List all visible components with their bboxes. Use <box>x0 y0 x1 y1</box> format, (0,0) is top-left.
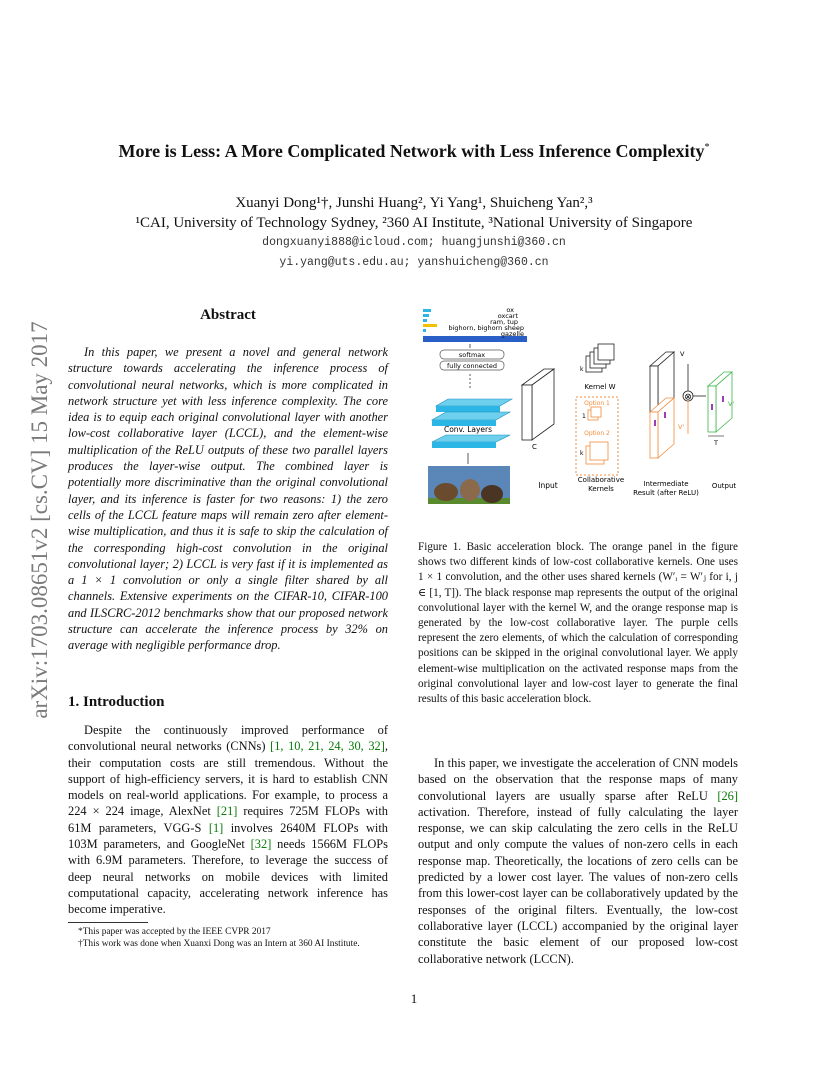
class-bar <box>423 319 427 322</box>
abstract-heading: Abstract <box>200 307 256 323</box>
affiliations-line: ¹CAI, University of Technology Sydney, ²360 AI Institute, ³National University of Singapore <box>135 215 693 231</box>
page-number: 1 <box>410 991 418 1006</box>
class-label: ram, tup <box>490 318 518 326</box>
class-label: bighorn, bighorn sheep <box>448 324 524 332</box>
figure-1 <box>418 304 738 504</box>
kernel-w-label: Kernel W <box>584 383 616 391</box>
shared-k-label: k <box>580 450 584 457</box>
class-bar <box>423 314 429 317</box>
introduction-paragraph: Despite the continuously improved performance of convolutional neural networks (CNNs) [1, 10, 21, 24, 30, 32], their computation costs are still tremendous. Without the support of high-efficiency servers, it is hard to establish CNN models on real-world applications. For example, to process a 224 × 224 image, AlexNet [21] requires 725M FLOPs with 61M parameters, VGG-S [1] involves 2640M FLOPs with 103M parameters, and GoogleNet [32] needs 1566M FLOPs with 6.9M parameters. Therefore, to leverage the success of deep neural networks on mobile devices with limited computational capacity, accelerating network inference has become imperative. <box>68 723 388 917</box>
output-label: Output <box>711 482 737 490</box>
footnote-2: †This work was done when Xuanxi Dong was an Intern at 360 AI Institute. <box>78 939 360 949</box>
section-heading-introduction: 1. Introduction <box>68 694 165 710</box>
class-bar <box>423 329 426 332</box>
citation-link[interactable]: [1, 10, 21, 24, 30, 32] <box>270 739 385 754</box>
t-label: T <box>714 439 718 447</box>
footnotes <box>68 926 388 950</box>
input-channels-label: C <box>532 443 537 451</box>
intermediate-label: Result (after ReLU) <box>633 489 699 497</box>
class-bar <box>423 309 431 312</box>
class-bar <box>423 324 437 327</box>
acceleration-block-diagram <box>418 304 738 504</box>
collaborative-kernels-label: Collaborative <box>577 476 625 484</box>
footnote-rule <box>68 922 148 923</box>
arxiv-stamp: arXiv:1703.08651v2 [cs.CV] 15 May 2017 <box>27 321 52 719</box>
option-2-label: Option 2 <box>584 430 610 437</box>
output-v-prime-label: V' <box>728 400 735 408</box>
citation-link[interactable]: [21] <box>216 804 238 819</box>
figure-1-caption: Figure 1. Basic acceleration block. The orange panel in the figure shows two different kinds of low-cost collaborative kernels. One uses 1 × 1 convolution, and the other uses shared kernels (W′ᵢ = W′ⱼ for i, j ∈ [1, T]). The black response map represents the output of the original convolutional layer with the kernel W, and the orange response map is generated by the low-cost collaborative layer. The purple cells represent the zero elements, of which the calculation of corresponding positions can be skipped in the original convolutional layer. We apply element-wise multiplication on the activated response maps from the original convolutional layer and low-cost layer to generate the final results of this basic acceleration block. <box>418 541 738 706</box>
footnote-1: *This paper was accepted by the IEEE CVPR 2017 <box>78 927 271 937</box>
authors-line: Xuanyi Dong¹†, Junshi Huang², Yi Yang¹, Shuicheng Yan²,³ <box>235 195 593 211</box>
multiply-symbol-glyph: ⊗ <box>684 392 692 403</box>
citation-link[interactable]: [26] <box>717 788 738 803</box>
kernel-k-label: k <box>580 366 584 373</box>
citation-link[interactable]: [1] <box>208 820 224 835</box>
class-label: ox <box>506 306 514 314</box>
option-1-label: Option 1 <box>584 400 610 407</box>
fully-connected-label: fully connected <box>447 362 497 370</box>
conv-layers-label: Conv. Layers <box>443 425 493 434</box>
class-label: gazelle <box>500 330 524 338</box>
citation-link[interactable]: [32] <box>250 837 272 852</box>
email-line-1: dongxuanyi888@icloud.com; huangjunshi@360.cn <box>262 236 566 249</box>
paper-title: More is Less: A More Complicated Network with Less Inference Complexity* <box>118 141 710 161</box>
one-by-one-label: 1 <box>582 413 586 420</box>
softmax-label: softmax <box>458 351 486 359</box>
input-label: Input <box>538 481 558 490</box>
email-line-2: yi.yang@uts.edu.au; yanshuicheng@360.cn <box>279 256 549 269</box>
author-block <box>0 193 828 233</box>
abstract-body: In this paper, we present a novel and general network structure towards accelerating the inference process of convolutional neural networks, which is more complicated in network structure yet with less inference complexity. The core idea is to equip each original convolutional layer with another low-cost collaborative layer (LCCL), and the element-wise multiplication of the ReLU outputs of these two parallel layers produces the layer-wise output. The combined layer is potentially more discriminative than the original convolutional layer, and its inference is faster for two reasons: 1) the zero cells of the LCCL feature maps will remain zero after element-wise multiplication, and thus it is safe to skip the calculation of the corresponding high-cost convolution in the original convolutional layer; 2) LCCL is very fast if it is implemented as a 1 × 1 convolution or only a single filter shared by all channels. Extensive experiments on the CIFAR-10, CIFAR-100 and ILSCRC-2012 benchmarks show that our proposed network structure can accelerate the inference process by 32% on average with negligible performance drop. <box>68 345 388 653</box>
collaborative-kernels-label: Kernels <box>588 485 614 493</box>
right-column-paragraph: In this paper, we investigate the acceleration of CNN models based on the observation that the response maps of many convolutional layers are usually sparse after ReLU [26] activation. Therefore, instead of fully calculating the layer response, we can skip calculating the zero cells in the ReLU output and only compute the values of non-zero cells in each response map. Theoretically, the locations of zero cells can be predicted by a lower cost layer. The values of non-zero cells from this lower-cost layer can be collaboratively updated by the responses of the original filters. Eventually, the low-cost collaborative layer (LCCL) accompanied by the original layer constitute the basic element of our proposed low-cost collaborative network (LCCN). <box>418 756 738 966</box>
intermediate-label: Intermediate <box>643 480 689 488</box>
v-prime-label: V' <box>678 423 685 431</box>
class-label: oxcart <box>497 312 518 320</box>
v-label: V <box>680 350 685 358</box>
